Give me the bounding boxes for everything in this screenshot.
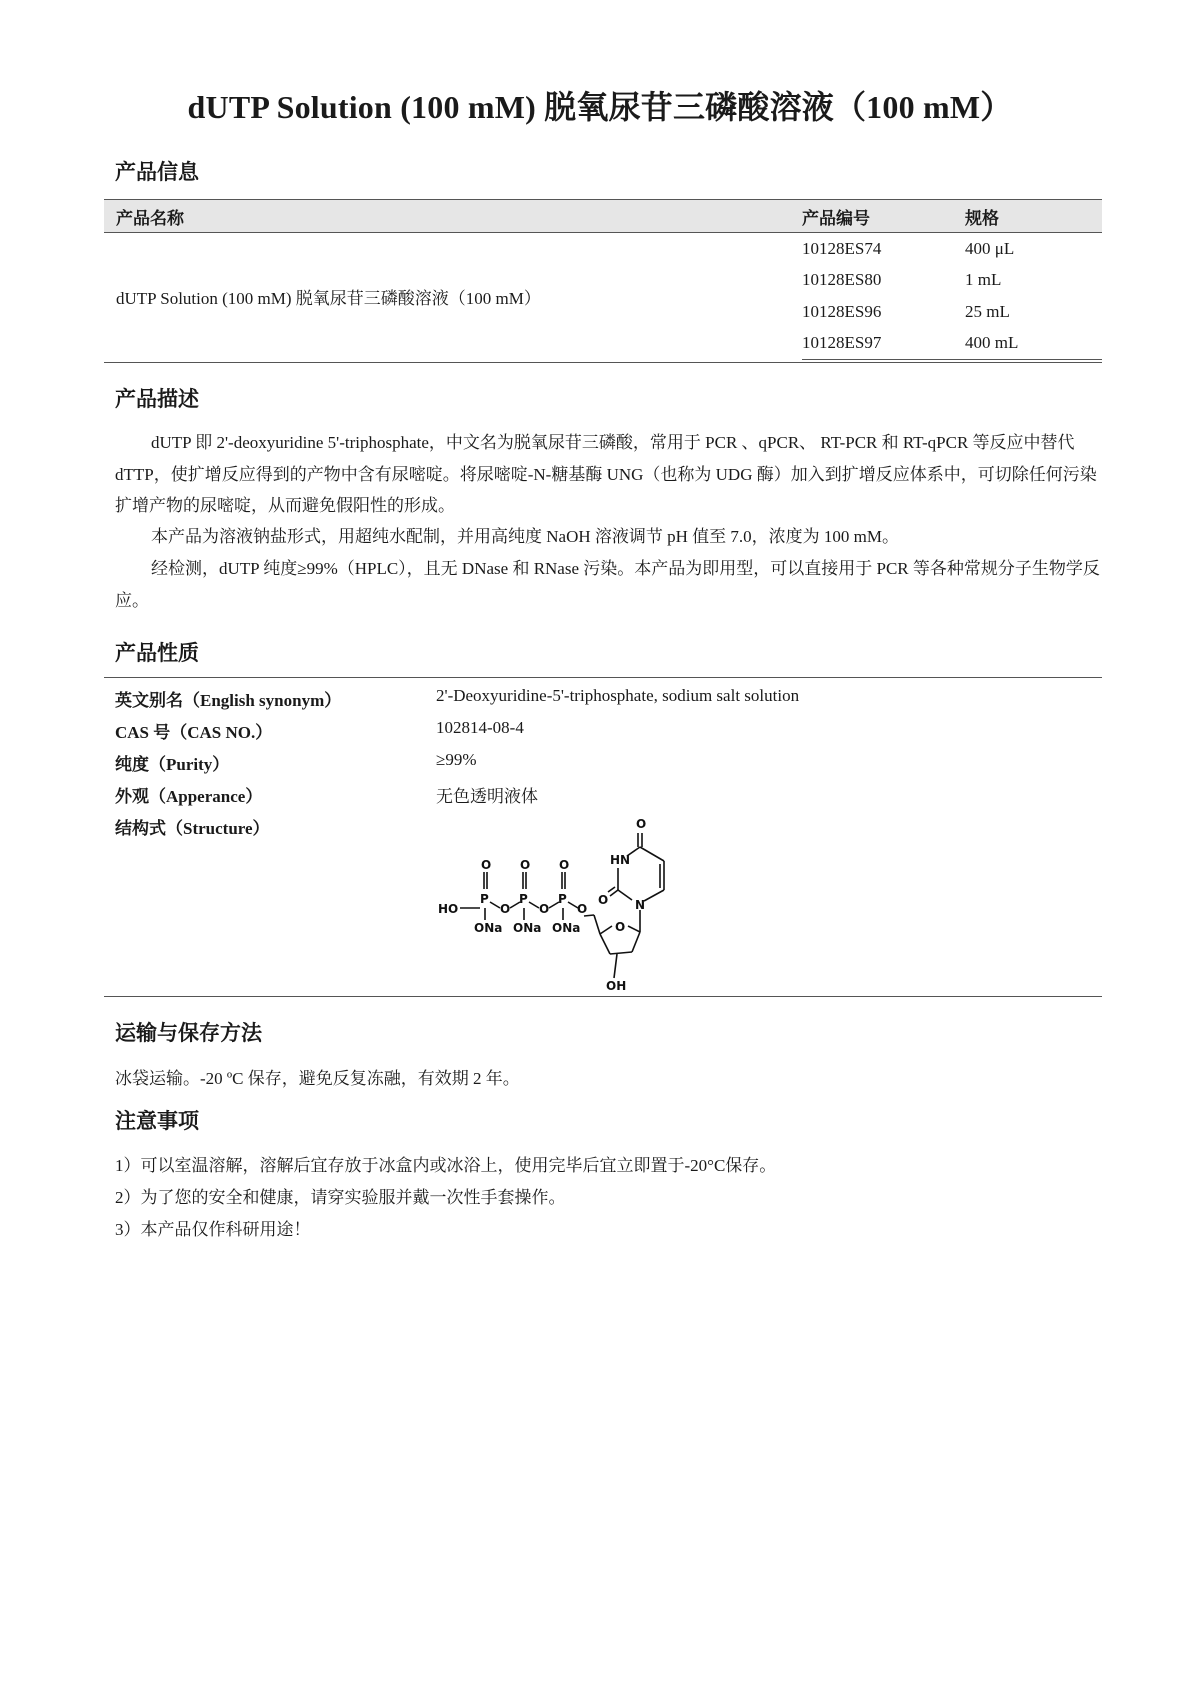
description-text-2: 本产品为溶液钠盐形式，用超纯水配制，并用高纯度 NaOH 溶液调节 pH 值至 7.0，浓度为 100 mM。: [151, 527, 899, 546]
atom-o-5prime: O: [577, 902, 588, 916]
product-code-cell: 10128ES97: [802, 328, 965, 360]
atom-o-bridge-1: O: [500, 902, 511, 916]
purity-value: ≥99%: [436, 750, 477, 769]
note-item-3: 3）本产品仅作科研用途！: [115, 1220, 311, 1239]
properties-top-rule: [104, 677, 1102, 678]
atom-o-bridge-2: O: [539, 902, 550, 916]
structure-label: 结构式（Structure）: [115, 819, 270, 838]
synonym-value: 2'-Deoxyuridine-5'-triphosphate, sodium salt solution: [436, 686, 800, 705]
description-text-3: 经检测，dUTP 纯度≥99%（HPLC），且无 DNase 和 RNase 污染。本产品为即用型，可以直接用于 PCR 等各种常规分子生物学反应。: [115, 559, 1100, 610]
section-heading-storage: 运输与保存方法: [115, 1021, 262, 1045]
atom-o-p3: O: [559, 858, 570, 872]
atom-oh: OH: [606, 979, 627, 990]
atom-ona-1: ONa: [474, 921, 503, 935]
description-paragraph-3: [115, 553, 1100, 616]
document-title: dUTP Solution (100 mM) 脱氧尿苷三磷酸溶液（100 mM）: [187, 89, 1013, 125]
properties-bottom-rule: [104, 996, 1102, 997]
atom-o-ring: O: [615, 920, 626, 934]
product-name-cell: dUTP Solution (100 mM) 脱氧尿苷三磷酸溶液（100 mM）: [116, 288, 541, 308]
property-row-synonym: [115, 686, 1100, 716]
purity-label: 纯度（Purity）: [115, 755, 230, 774]
col-header-product-name: 产品名称: [116, 208, 184, 229]
product-info-table: [104, 199, 1102, 360]
spec-cell: 25 mL: [965, 301, 1010, 321]
section-heading-notes: 注意事项: [115, 1109, 199, 1133]
atom-ho: HO: [438, 902, 459, 916]
synonym-label: 英文别名（English synonym）: [115, 691, 342, 710]
atom-o-p2: O: [520, 858, 531, 872]
col-header-spec: 规格: [965, 208, 999, 229]
property-row-appearance: [115, 782, 1100, 812]
atom-p1: P: [480, 892, 489, 906]
cas-value: 102814-08-4: [436, 718, 524, 737]
col-header-product-code: 产品编号: [802, 208, 870, 229]
atom-hn: HN: [610, 853, 631, 867]
cas-label: CAS 号（CAS NO.）: [115, 723, 273, 742]
storage-text: 冰袋运输。-20 ºC 保存，避免反复冻融，有效期 2 年。: [115, 1069, 520, 1088]
atom-p3: P: [558, 892, 567, 906]
appearance-value: 无色透明液体: [436, 787, 538, 806]
description-paragraph-2: [115, 521, 1100, 553]
atom-ona-2: ONa: [513, 921, 542, 935]
product-code-cell: 10128ES80: [802, 270, 882, 290]
spec-cell: 400 μL: [965, 238, 1015, 258]
appearance-label: 外观（Apperance）: [115, 787, 263, 806]
spec-cell: 1 mL: [965, 270, 1002, 290]
note-item-1: 1）可以室温溶解，溶解后宜存放于冰盒内或冰浴上，使用完毕后宜立即置于-20°C保存。: [115, 1156, 777, 1175]
atom-p2: P: [519, 892, 528, 906]
table-row: [104, 233, 1102, 265]
atom-ona-3: ONa: [552, 921, 581, 935]
atom-o-p1: O: [481, 858, 492, 872]
property-row-cas: [115, 718, 1100, 748]
property-row-purity: [115, 750, 1100, 780]
table-bottom-rule: [104, 362, 1102, 363]
description-paragraph-1: [115, 427, 1100, 522]
note-item-2: 2）为了您的安全和健康，请穿实验服并戴一次性手套操作。: [115, 1188, 566, 1207]
section-heading-properties: 产品性质: [115, 641, 199, 665]
product-code-cell: 10128ES74: [802, 238, 882, 258]
table-header-row: [104, 200, 1102, 233]
description-text-1: dUTP 即 2'-deoxyuridine 5'-triphosphate，中文名为脱氧尿苷三磷酸，常用于 PCR 、qPCR、 RT-PCR 和 RT-qPCR 等反应中替代 dTTP，使扩增反应得到的产物中含有尿嘧啶。将尿嘧啶-N-糖基酶 UNG（也称为 UDG 酶）加入到扩增反应体系中，可切除任何污染扩增产物的尿嘧啶，从而避免假阳性的形成。: [115, 433, 1097, 515]
atom-o-top: O: [636, 817, 647, 831]
atom-o-c2: O: [598, 893, 609, 907]
section-heading-product-info: 产品信息: [115, 160, 199, 184]
atom-n1: N: [635, 898, 646, 912]
dutp-structure-diagram: [432, 812, 672, 990]
section-heading-description: 产品描述: [115, 387, 199, 411]
product-code-cell: 10128ES96: [802, 301, 882, 321]
spec-cell: 400 mL: [965, 328, 1102, 360]
